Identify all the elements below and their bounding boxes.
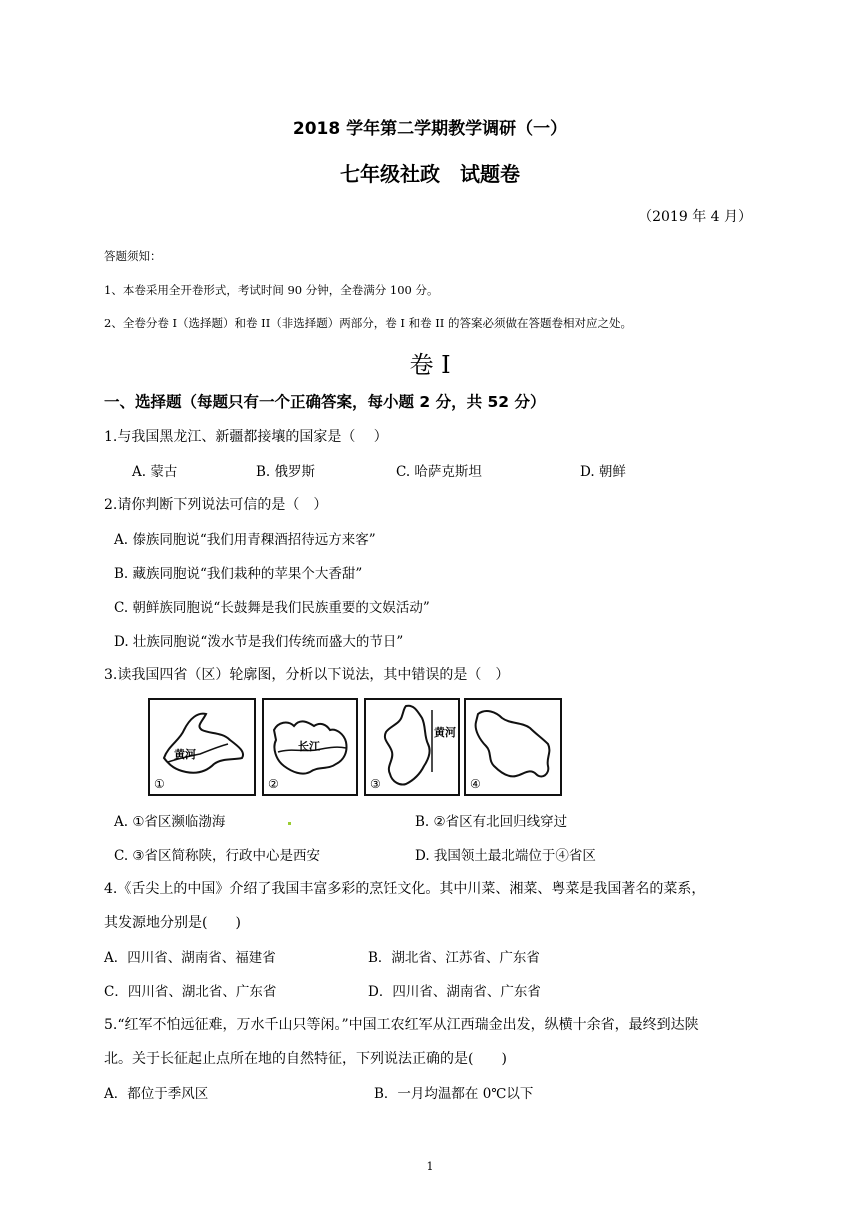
q2-option-b: B. 藏族同胞说“我们栽种的苹果个大香甜”: [114, 566, 363, 582]
notice-item-2: 2、全卷分卷 I（选择题）和卷 II（非选择题）两部分，卷 I 和卷 II 的答案必须做在答题卷相对应之处。: [104, 316, 633, 330]
map-1-label: 黄河: [174, 748, 196, 761]
q2-option-d: D. 壮族同胞说“泼水节是我们传统而盛大的节日”: [114, 634, 404, 650]
exam-title: 2018 学年第二学期教学调研（一）: [292, 119, 568, 139]
page-number: 1: [426, 1160, 434, 1173]
q1-option-b: B. 俄罗斯: [256, 464, 316, 480]
province-outline-2: [264, 700, 356, 794]
map-2-number: ②: [268, 777, 279, 791]
province-outline-1: [150, 700, 254, 794]
q4-option-d: D．四川省、湖南省、广东省: [368, 984, 541, 1000]
map-4-number: ④: [470, 777, 481, 791]
exam-subtitle: 七年级社政 试题卷: [340, 162, 520, 186]
q5-option-a: A．都位于季风区: [104, 1086, 209, 1102]
map-2-label: 长江: [298, 740, 320, 753]
province-map-3: [364, 698, 460, 796]
part-title: 卷 I: [409, 351, 451, 379]
q4-option-c: C．四川省、湖北省、广东省: [104, 984, 277, 1000]
q3-stem: 3.读我国四省（区）轮廓图，分析以下说法，其中错误的是（ ）: [104, 667, 510, 683]
q1-option-a: A. 蒙古: [132, 464, 178, 480]
q1-option-d: D. 朝鲜: [580, 464, 626, 480]
notice-item-1: 1、本卷采用全开卷形式，考试时间 90 分钟，全卷满分 100 分。: [104, 283, 439, 297]
q5-stem-line1: 5.“红军不怕远征难，万水千山只等闲。”中国工农红军从江西瑞金出发，纵横十余省，最终到达陕: [104, 1017, 699, 1033]
section-title: 一、选择题（每题只有一个正确答案，每小题 2 分，共 52 分）: [104, 393, 546, 411]
q5-stem-line2: 北。关于长征起止点所在地的自然特征，下列说法正确的是( ): [104, 1051, 507, 1067]
province-outline-4: [466, 700, 560, 794]
q4-option-b: B．湖北省、江苏省、广东省: [368, 950, 540, 966]
q4-stem-line2: 其发源地分别是( ): [104, 915, 241, 931]
q2-stem: 2.请你判断下列说法可信的是（ ）: [104, 497, 328, 513]
notice-heading: 答题须知：: [104, 249, 162, 263]
q3-option-a: A. ①省区濒临渤海: [114, 814, 226, 830]
q4-stem-line1: 4.《舌尖上的中国》介绍了我国丰富多彩的烹饪文化。其中川菜、湘菜、粤菜是我国著名的菜系，: [104, 881, 706, 897]
province-map-1: [148, 698, 256, 796]
map-1-number: ①: [154, 777, 165, 791]
q3-option-b: B. ②省区有北回归线穿过: [415, 814, 568, 830]
map-3-label: 黄河: [434, 726, 456, 739]
q1-stem: 1.与我国黑龙江、新疆都接壤的国家是（ ）: [104, 429, 388, 445]
province-map-4: [464, 698, 562, 796]
q2-option-c: C. 朝鲜族同胞说“长鼓舞是我们民族重要的文娱活动”: [114, 600, 430, 616]
map-3-number: ③: [370, 777, 381, 791]
q2-option-a: A. 傣族同胞说“我们用青稞酒招待远方来客”: [114, 532, 376, 548]
exam-date: （2019 年 4 月）: [638, 209, 752, 225]
q3-option-d: D. 我国领土最北端位于④省区: [415, 848, 596, 864]
stray-dot: [288, 822, 291, 825]
q1-option-c: C. 哈萨克斯坦: [396, 464, 482, 480]
q5-option-b: B．一月均温都在 0℃以下: [374, 1086, 534, 1102]
province-map-2: [262, 698, 358, 796]
q3-option-c: C. ③省区简称陕，行政中心是西安: [114, 848, 321, 864]
q4-option-a: A．四川省、湖南省、福建省: [104, 950, 276, 966]
province-outline-3: [366, 700, 458, 794]
